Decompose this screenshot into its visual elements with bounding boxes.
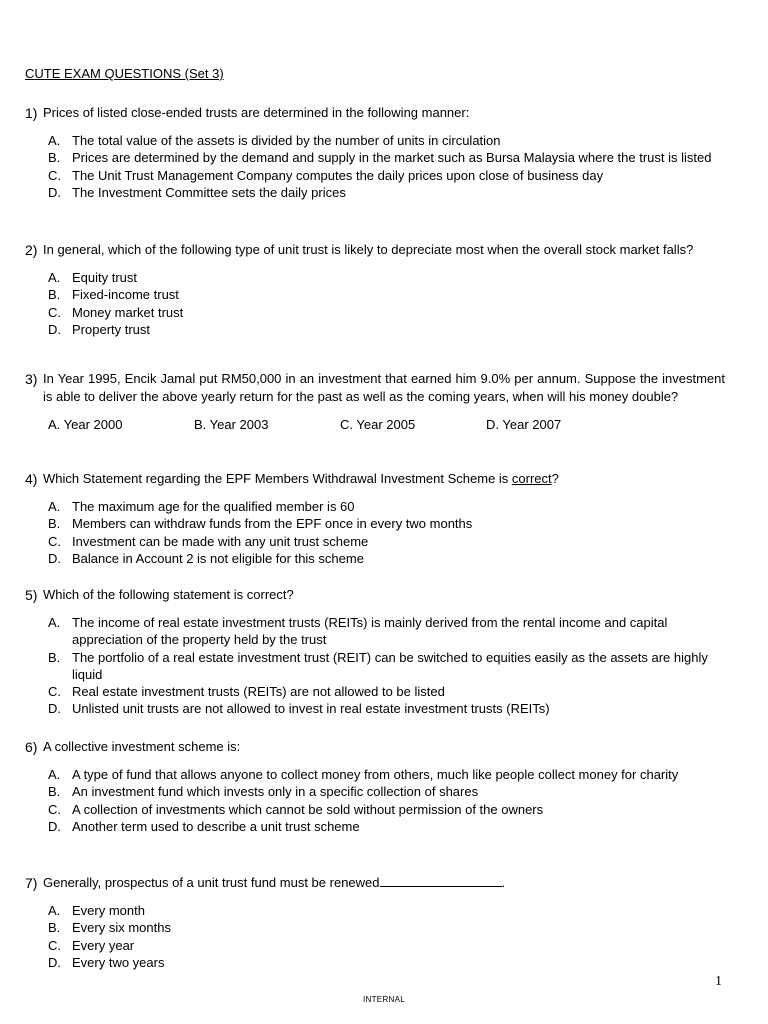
option-c: C. Money market trust [48, 304, 184, 320]
question-number: 7) [25, 875, 38, 891]
question-text: Which Statement regarding the EPF Members Withdrawal Investment Scheme is correct? [43, 471, 559, 486]
page-title: CUTE EXAM QUESTIONS (Set 3) [25, 66, 224, 81]
option-a: A. The total value of the assets is divided by the number of units in circulation [48, 133, 501, 148]
question-number: 5) [25, 587, 38, 603]
option-b: B. Fixed-income trust [48, 287, 179, 303]
option-d: D. The Investment Committee sets the daily prices [48, 184, 346, 200]
option-c: C. Every year [48, 937, 135, 953]
question-text: A collective investment scheme is: [43, 739, 241, 754]
page-number: 1 [715, 974, 722, 989]
option-b: B. An investment fund which invests only in a specific collection of shares [48, 784, 479, 800]
question-5 [25, 586, 725, 718]
option-list [25, 132, 725, 201]
question-text: In general, which of the following type of unit trust is likely to depreciate most when the overall stock market falls? [43, 242, 694, 257]
question-number: 3) [25, 371, 38, 387]
option-list [25, 498, 725, 567]
option-b: B. The portfolio of a real estate investment trust (REIT) can be switched to equities easily as the assets are highly liquid [48, 649, 708, 682]
option-b: B. Prices are determined by the demand and supply in the market such as Bursa Malaysia where the trust is listed [48, 150, 712, 166]
option-d: D. Another term used to describe a unit trust scheme [48, 818, 360, 834]
question-4 [25, 470, 725, 567]
option-c: C. Real estate investment trusts (REITs) are not allowed to be listed [48, 684, 445, 700]
option-d: D. Balance in Account 2 is not eligible for this scheme [48, 550, 364, 566]
question-7 [25, 874, 725, 971]
option-a: A. A type of fund that allows anyone to collect money from others, much like people collect money for charity [48, 767, 679, 782]
question-number: 4) [25, 471, 38, 487]
answer-blank [380, 874, 502, 887]
option-c: C. Investment can be made with any unit trust scheme [48, 533, 369, 549]
question-text: Generally, prospectus of a unit trust fund must be renewed . [43, 875, 506, 890]
question-text: In Year 1995, Encik Jamal put RM50,000 in an investment that earned him 9.0% per annum. Suppose the investment is able to deliver the above yearly return for the past as well as the coming years, when will his money double? [43, 371, 725, 404]
question-number: 2) [25, 242, 38, 258]
option-d: D. Year 2007 [486, 417, 562, 432]
question-text: Prices of listed close-ended trusts are determined in the following manner: [43, 105, 470, 120]
question-number: 6) [25, 739, 38, 755]
option-b: B. Every six months [48, 920, 171, 936]
question-text: Which of the following statement is correct? [43, 587, 294, 602]
option-b: B. Year 2003 [194, 417, 269, 432]
option-a: A. Every month [48, 903, 145, 918]
option-list [25, 614, 725, 718]
option-list [25, 416, 725, 434]
underlined-word: correct [511, 471, 552, 486]
option-d: D. Every two years [48, 954, 165, 970]
option-c: C. Year 2005 [340, 417, 416, 432]
option-c: C. The Unit Trust Management Company computes the daily prices upon close of business day [48, 167, 604, 183]
question-2 [25, 241, 725, 338]
question-6 [25, 738, 725, 835]
option-a: A. Year 2000 [48, 417, 123, 432]
option-c: C. A collection of investments which cannot be sold without permission of the owners [48, 801, 544, 817]
option-a: A. The maximum age for the qualified member is 60 [48, 499, 355, 514]
option-list [25, 902, 725, 971]
option-list [25, 269, 725, 338]
question-3 [25, 370, 725, 434]
question-1 [25, 104, 725, 201]
option-d: D. Property trust [48, 321, 151, 337]
option-a: A. Equity trust [48, 270, 138, 285]
footer-classification: INTERNAL [363, 995, 405, 1004]
option-b: B. Members can withdraw funds from the EPF once in every two months [48, 516, 473, 532]
option-a: A. The income of real estate investment trusts (REITs) is mainly derived from the rental income and capital appreciation of the property held by the trust [48, 615, 668, 648]
question-number: 1) [25, 105, 38, 121]
option-list [25, 766, 725, 835]
option-d: D. Unlisted unit trusts are not allowed to invest in real estate investment trusts (REITs) [48, 701, 550, 717]
